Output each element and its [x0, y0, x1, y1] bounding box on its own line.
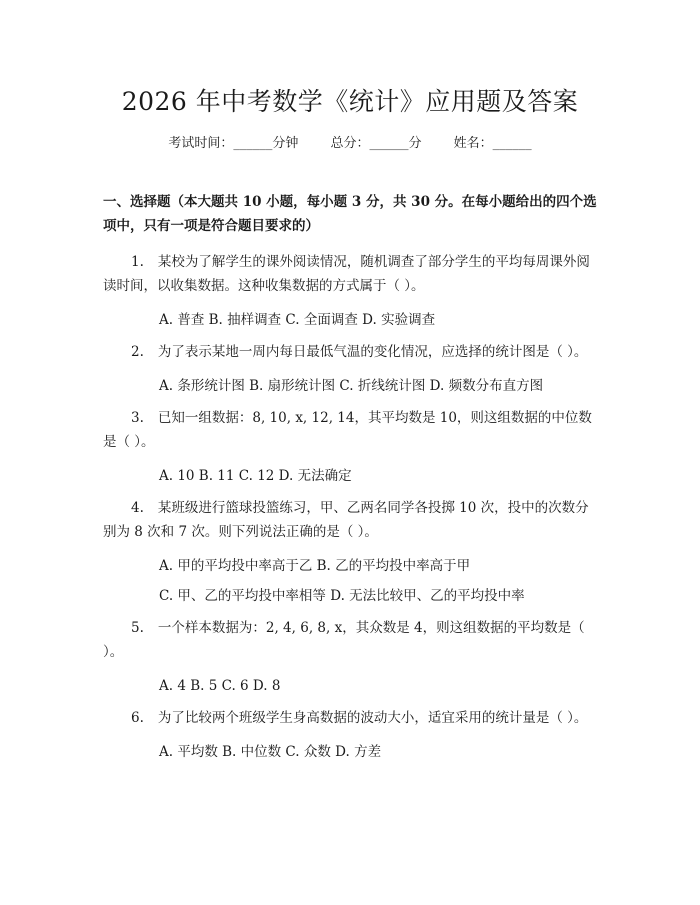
question-item [103, 250, 600, 332]
question-item [103, 706, 600, 764]
student-name-label: 姓名：______ [453, 136, 532, 151]
question-item [103, 616, 600, 698]
question-number: 2. [131, 344, 144, 360]
question-number: 5. [131, 620, 144, 636]
question-number: 1. [131, 254, 144, 270]
exam-time-label: 考试时间：______分钟 [168, 136, 299, 151]
page-title: 2026 年中考数学《统计》应用题及答案 [121, 87, 579, 116]
question-item [103, 340, 600, 398]
question-number: 6. [131, 710, 144, 726]
question-options: A. 甲的平均投中率高于乙 B. 乙的平均投中率高于甲 [159, 558, 471, 574]
question-text: 为了表示某地一周内每日最低气温的变化情况，应选择的统计图是（ ）。 [157, 344, 588, 360]
exam-content [103, 190, 600, 772]
question-item [103, 406, 600, 488]
question-options: A. 10 B. 11 C. 12 D. 无法确定 [159, 468, 352, 484]
question-options: C. 甲、乙的平均投中率相等 D. 无法比较甲、乙的平均投中率 [159, 588, 525, 604]
question-options: A. 平均数 B. 中位数 C. 众数 D. 方差 [159, 744, 382, 760]
question-text: 某校为了解学生的课外阅读情况，随机调查了部分学生的平均每周课外阅读时间，以收集数据。这种收集数据的方式属于（ ）。 [103, 254, 590, 294]
question-text: 为了比较两个班级学生身高数据的波动大小，适宜采用的统计量是（ ）。 [157, 710, 588, 726]
question-options: A. 4 B. 5 C. 6 D. 8 [159, 678, 281, 694]
question-item [103, 496, 600, 608]
question-number: 3. [131, 410, 144, 426]
question-text: 某班级进行篮球投篮练习，甲、乙两名同学各投掷 10 次，投中的次数分别为 8 次和 7 次。则下列说法正确的是（ ）。 [103, 500, 589, 540]
question-text: 已知一组数据：8, 10, x, 12, 14，其平均数是 10，则这组数据的中位数是（ ）。 [103, 410, 592, 450]
question-options: A. 条形统计图 B. 扇形统计图 C. 折线统计图 D. 频数分布直方图 [159, 378, 544, 394]
question-number: 4. [131, 500, 144, 516]
section-heading: 一、选择题（本大题共 10 小题，每小题 3 分，共 30 分。在每小题给出的四个选项中，只有一项是符合题目要求的） [103, 194, 597, 234]
exam-meta [0, 132, 700, 151]
question-text: 一个样本数据为：2, 4, 6, 8, x，其众数是 4，则这组数据的平均数是（ ）。 [103, 620, 585, 660]
question-options: A. 普查 B. 抽样调查 C. 全面调查 D. 实验调查 [159, 312, 436, 328]
total-score-label: 总分：______分 [330, 136, 422, 151]
